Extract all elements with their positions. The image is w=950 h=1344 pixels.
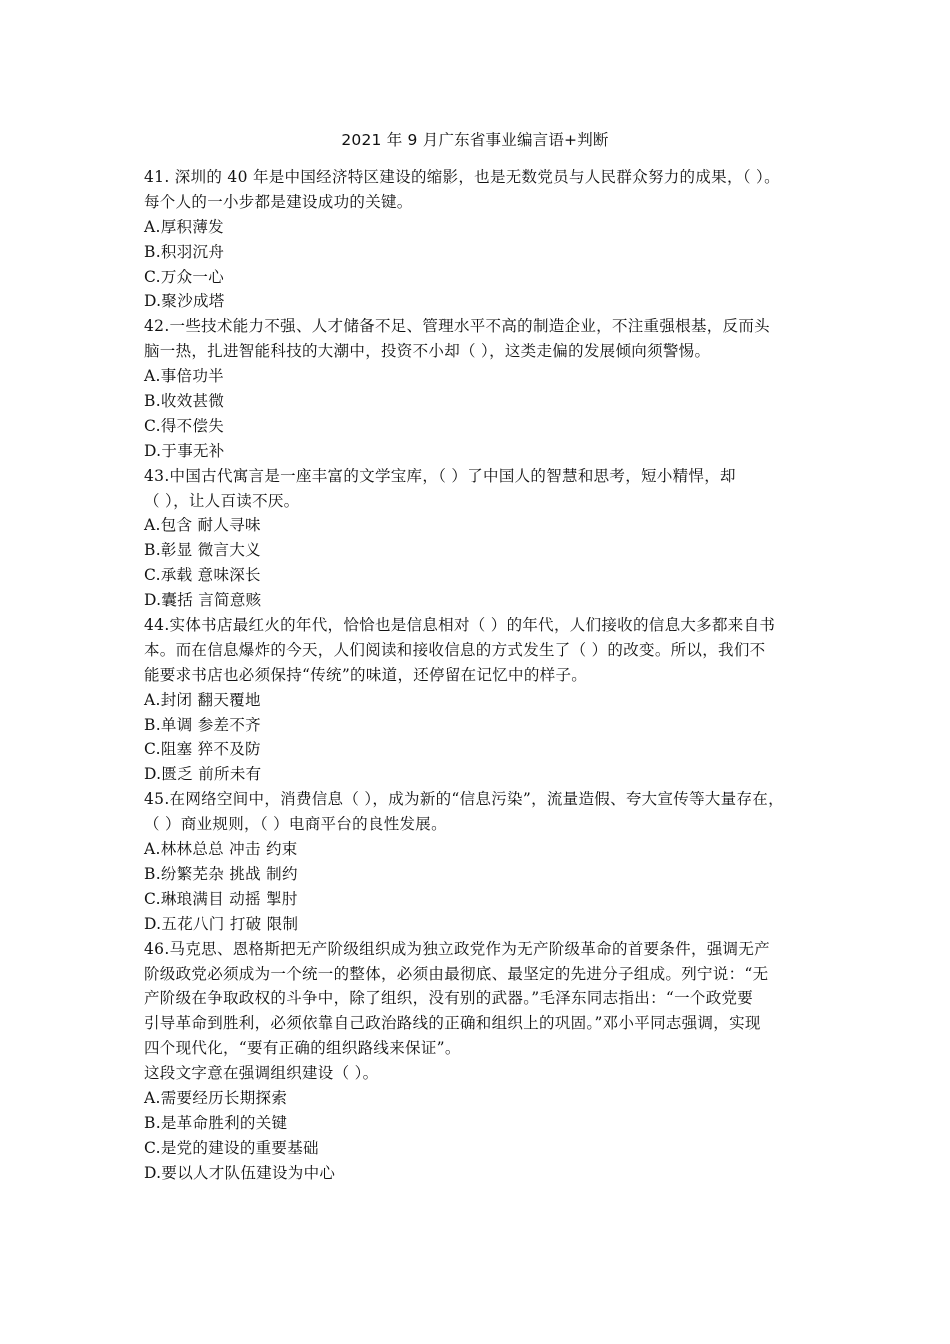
text-line: B.收效甚微 bbox=[144, 392, 225, 411]
text-line: 脑一热，扎进智能科技的大潮中，投资不小却（ ），这类走偏的发展倾向须警惕。 bbox=[144, 342, 711, 361]
text-line: 四个现代化，“要有正确的组织路线来保证”。 bbox=[144, 1039, 461, 1058]
text-line: A.封闭 翻天覆地 bbox=[144, 690, 261, 709]
text-line: 46.马克思、恩格斯把无产阶级组织成为独立政党作为无产阶级革命的首要条件，强调无产 bbox=[144, 939, 770, 958]
text-line: C.得不偿失 bbox=[144, 416, 225, 435]
text-line: 41. 深圳的 40 年是中国经济特区建设的缩影，也是无数党员与人民群众努力的成果，（ ）。 bbox=[144, 168, 780, 186]
text-line: D.五花八门 打破 限制 bbox=[144, 914, 299, 933]
text-line: A.事倍功半 bbox=[144, 367, 224, 386]
text-line: C.琳琅满目 动摇 掣肘 bbox=[144, 889, 298, 908]
text-line: B.是革命胜利的关键 bbox=[144, 1113, 288, 1132]
text-line: A.厚积薄发 bbox=[144, 217, 224, 236]
text-line: D.匮乏 前所未有 bbox=[144, 765, 262, 784]
text-line: 产阶级在争取政权的斗争中，除了组织，没有别的武器。”毛泽东同志指出：“一个政党要 bbox=[144, 989, 754, 1008]
text-line: D.要以人才队伍建设为中心 bbox=[144, 1163, 336, 1182]
text-line: D.聚沙成塔 bbox=[144, 292, 225, 311]
text-line: 44.实体书店最红火的年代，恰恰也是信息相对（ ）的年代，人们接收的信息大多都来自书 bbox=[144, 616, 776, 635]
text-line: 43.中国古代寓言是一座丰富的文学宝库，（ ）了中国人的智慧和思考，短小精悍，却 bbox=[144, 466, 736, 485]
text-line: 这段文字意在强调组织建设（ ）。 bbox=[144, 1064, 379, 1083]
text-line: A.包含 耐人寻味 bbox=[144, 516, 261, 535]
text-line: （ ），让人百读不厌。 bbox=[144, 491, 300, 510]
text-line: A.林林总总 冲击 约束 bbox=[144, 840, 298, 859]
text-line: 能要求书店也必须保持“传统”的味道，还停留在记忆中的样子。 bbox=[144, 665, 588, 684]
text-line: A.需要经历长期探索 bbox=[144, 1088, 288, 1107]
text-line: （ ）商业规则，（ ）电商平台的良性发展。 bbox=[144, 815, 447, 834]
text-line: C.万众一心 bbox=[144, 267, 225, 286]
text-line: B.纷繁芜杂 挑战 制约 bbox=[144, 864, 298, 883]
text-line: D.于事无补 bbox=[144, 441, 225, 460]
text-line: C.阻塞 猝不及防 bbox=[144, 740, 261, 759]
document-title: 2021 年 9 月广东省事业编言语+判断 bbox=[341, 131, 609, 149]
text-line: B.彰显 微言大义 bbox=[144, 541, 261, 560]
text-line: D.囊括 言简意赅 bbox=[144, 591, 262, 610]
text-line: 每个人的一小步都是建设成功的关键。 bbox=[144, 192, 413, 211]
text-line: 阶级政党必须成为一个统一的整体，必须由最彻底、最坚定的先进分子组成。列宁说：“无 bbox=[144, 964, 769, 983]
text-line: 45.在网络空间中，消费信息（ ），成为新的“信息污染”，流量造假、夸大宣传等大量存在， bbox=[144, 790, 784, 809]
text-line: B.单调 参差不齐 bbox=[144, 715, 261, 734]
text-line: C.承载 意味深长 bbox=[144, 566, 261, 585]
text-line: C.是党的建设的重要基础 bbox=[144, 1138, 319, 1157]
text-line: B.积羽沉舟 bbox=[144, 242, 225, 261]
text-line: 本。而在信息爆炸的今天，人们阅读和接收信息的方式发生了（ ）的改变。所以，我们不 bbox=[144, 640, 766, 659]
text-line: 引导革命到胜利，必须依靠自己政治路线的正确和组织上的巩固。”邓小平同志强调，实现 bbox=[144, 1014, 761, 1033]
document-body bbox=[144, 165, 820, 1186]
text-line: 42.一些技术能力不强、人才储备不足、管理水平不高的制造企业，不注重强根基，反而头 bbox=[144, 317, 770, 336]
